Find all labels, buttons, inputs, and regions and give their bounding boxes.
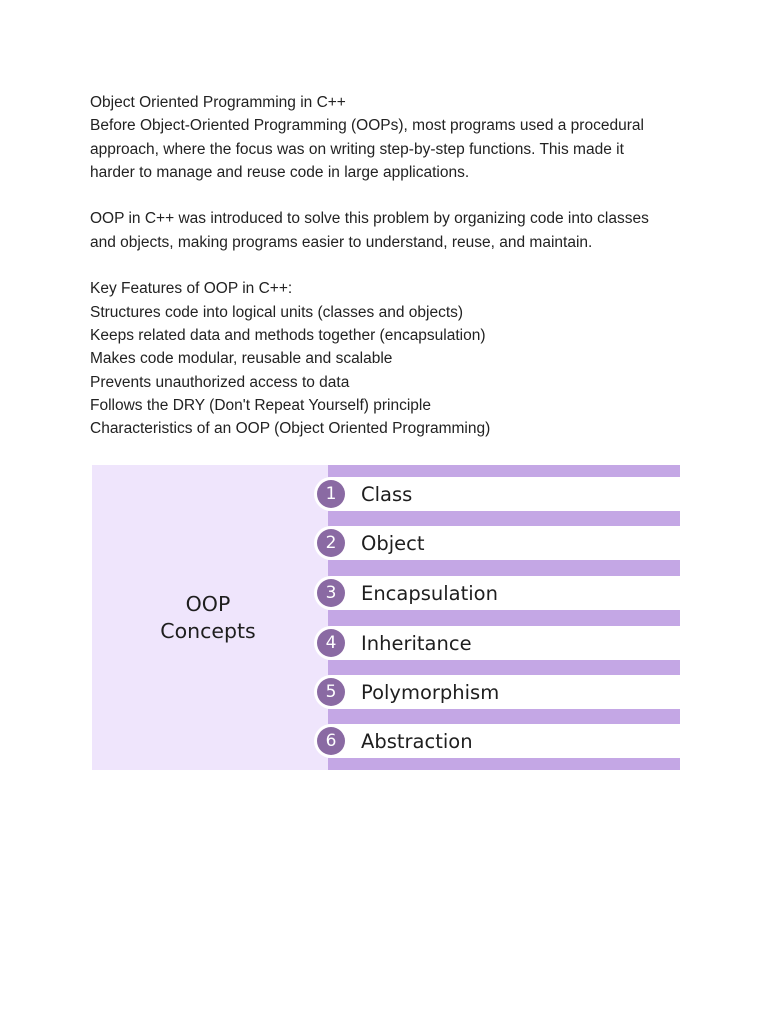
document-body: [90, 91, 700, 440]
oop-paragraph-line: and objects, making programs easier to understand, reuse, and maintain.: [90, 233, 593, 251]
strip: [328, 660, 680, 675]
number-badge: 3: [317, 579, 345, 607]
concept-label: Object: [361, 531, 425, 555]
strip: [328, 758, 680, 770]
strip: [328, 610, 680, 626]
strip: [328, 560, 680, 576]
concept-label: Encapsulation: [361, 581, 498, 605]
concept-row-polymorphism: [314, 675, 680, 709]
document-title: Object Oriented Programming in C++: [90, 94, 346, 111]
intro-line: Before Object-Oriented Programming (OOPs), most programs used a procedural: [90, 117, 644, 135]
concept-row-abstraction: [314, 724, 680, 758]
concept-row-inheritance: [314, 626, 680, 660]
feature-item: Structures code into logical units (classes and objects): [90, 303, 464, 321]
feature-item: Follows the DRY (Don't Repeat Yourself) principle: [90, 396, 431, 414]
concept-label: Polymorphism: [361, 680, 500, 704]
characteristics-line: Characteristics of an OOP (Object Oriented Programming): [90, 420, 491, 438]
concept-label: Inheritance: [361, 631, 472, 655]
strip: [328, 465, 680, 477]
paragraph-gap: [90, 254, 700, 277]
number-badge: 5: [317, 678, 345, 706]
concept-row-encapsulation: [314, 576, 680, 610]
number-badge: 4: [317, 629, 345, 657]
concept-row-object: [314, 526, 680, 560]
intro-line: approach, where the focus was on writing step-by-step functions. This made it: [90, 140, 624, 158]
oop-concepts-label: [92, 465, 324, 770]
feature-item: Prevents unauthorized access to data: [90, 373, 350, 391]
concept-row-class: [314, 477, 680, 511]
paragraph-gap: [90, 184, 700, 207]
concept-list: [314, 465, 680, 770]
intro-line: harder to manage and reuse code in large applications.: [90, 163, 470, 181]
strip: [328, 709, 680, 724]
number-badge: 2: [317, 529, 345, 557]
feature-item: Keeps related data and methods together (encapsulation): [90, 326, 486, 344]
concept-label: Class: [361, 482, 413, 506]
concept-label: Abstraction: [361, 729, 473, 753]
number-badge: 6: [317, 727, 345, 755]
feature-item: Makes code modular, reusable and scalable: [90, 350, 393, 368]
strip: [328, 511, 680, 526]
label-line: OOP: [185, 591, 231, 616]
oop-concepts-figure: [92, 465, 680, 770]
features-heading: Key Features of OOP in C++:: [90, 280, 293, 298]
number-badge: 1: [317, 480, 345, 508]
label-line: Concepts: [160, 618, 256, 643]
oop-paragraph-line: OOP in C++ was introduced to solve this problem by organizing code into classes: [90, 210, 649, 228]
